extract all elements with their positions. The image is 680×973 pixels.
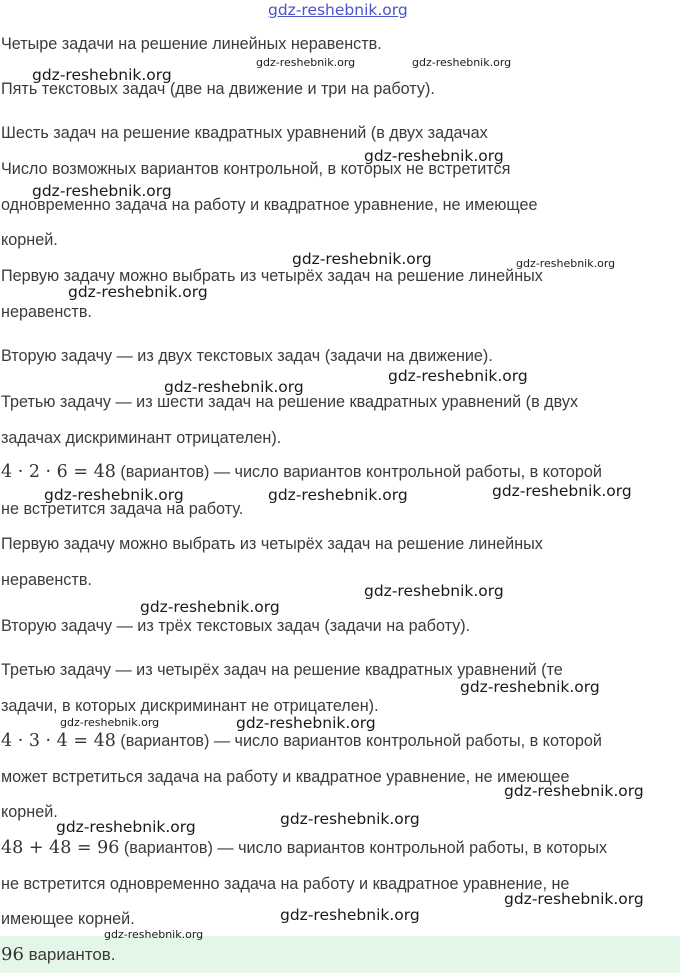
solution-line: задачах дискриминант отрицателен). (1, 429, 282, 447)
formula: 4 · 2 · 6 = 48 (1, 462, 116, 482)
watermark: gdz-reshebnik.org (32, 182, 172, 200)
solution-line: Вторую задачу — из трёх текстовых задач (задачи на работу). (1, 617, 471, 635)
answer-number: 96 (1, 944, 24, 965)
watermark: gdz-reshebnik.org (268, 486, 408, 504)
watermark: gdz-reshebnik.org (140, 598, 280, 616)
formula: 4 · 3 · 4 = 48 (1, 731, 116, 751)
solution-line: задачи, в которых дискриминант не отрицателен). (1, 697, 379, 715)
watermark: gdz-reshebnik.org (492, 482, 632, 500)
site-header-link[interactable]: gdz-reshebnik.org (268, 1, 408, 19)
solution-line: корней. (1, 231, 58, 249)
formula-caption: (вариантов) — число вариантов контрольной работы, в которых (119, 839, 608, 857)
solution-line: Третью задачу — из четырёх задач на решение квадратных уравнений (те (1, 661, 563, 679)
watermark: gdz-reshebnik.org (56, 818, 196, 836)
solution-line-with-formula (1, 731, 602, 751)
watermark: gdz-reshebnik.org (292, 250, 432, 268)
solution-line: Вторую задачу — из двух текстовых задач (задачи на движение). (1, 347, 493, 365)
formula: 48 + 48 = 96 (1, 838, 120, 858)
watermark: gdz-reshebnik.org (504, 890, 644, 908)
solution-line: Первую задачу можно выбрать из четырёх задач на решение линейных (1, 267, 543, 285)
solution-line: имеющее корней. (1, 910, 135, 928)
answer-text: вариантов. (23, 945, 116, 964)
formula-caption: (вариантов) — число вариантов контрольной работы, в которой (115, 463, 602, 481)
solution-line: Шесть задач на решение квадратных уравнений (в двух задачах (1, 124, 488, 142)
solution-line: не встретится задача на работу. (1, 500, 244, 518)
watermark: gdz-reshebnik.org (280, 810, 420, 828)
solution-line-with-formula (1, 462, 602, 482)
answer-line (1, 945, 116, 965)
watermark: gdz-reshebnik.org (104, 928, 204, 941)
solution-line: не встретится одновременно задача на работу и квадратное уравнение, не (1, 875, 570, 893)
solution-line: неравенств. (1, 303, 92, 321)
solution-line: может встретиться задача на работу и квадратное уравнение, не имеющее (1, 768, 570, 786)
solution-line: Первую задачу можно выбрать из четырёх задач на решение линейных (1, 535, 543, 553)
watermark: gdz-reshebnik.org (280, 906, 420, 924)
solution-line: одновременно задача на работу и квадратное уравнение, не имеющее (1, 196, 538, 214)
solution-line: Третью задачу — из шести задач на решение квадратных уравнений (в двух (1, 393, 579, 411)
watermark: gdz-reshebnik.org (364, 147, 504, 165)
watermark: gdz-reshebnik.org (164, 378, 304, 396)
formula-caption: (вариантов) — число вариантов контрольной работы, в которой (115, 732, 602, 750)
watermark: gdz-reshebnik.org (504, 782, 644, 800)
watermark: gdz-reshebnik.org (364, 582, 504, 600)
solution-line: корней. (1, 803, 58, 821)
watermark: gdz-reshebnik.org (412, 56, 512, 69)
watermark: gdz-reshebnik.org (388, 367, 528, 385)
solution-line: Число возможных вариантов контрольной, в которых не встретится (1, 160, 511, 178)
solution-line: Пять текстовых задач (две на движение и три на работу). (1, 80, 435, 98)
solution-line: Четыре задачи на решение линейных неравенств. (1, 35, 382, 53)
watermark: gdz-reshebnik.org (516, 257, 616, 270)
watermark: gdz-reshebnik.org (44, 486, 184, 504)
watermark: gdz-reshebnik.org (256, 56, 356, 69)
watermark: gdz-reshebnik.org (236, 714, 376, 732)
watermark: gdz-reshebnik.org (460, 678, 600, 696)
watermark: gdz-reshebnik.org (60, 716, 160, 729)
watermark: gdz-reshebnik.org (68, 283, 208, 301)
solution-line: неравенств. (1, 571, 92, 589)
watermark: gdz-reshebnik.org (32, 66, 172, 84)
solution-line-with-formula (1, 838, 607, 858)
